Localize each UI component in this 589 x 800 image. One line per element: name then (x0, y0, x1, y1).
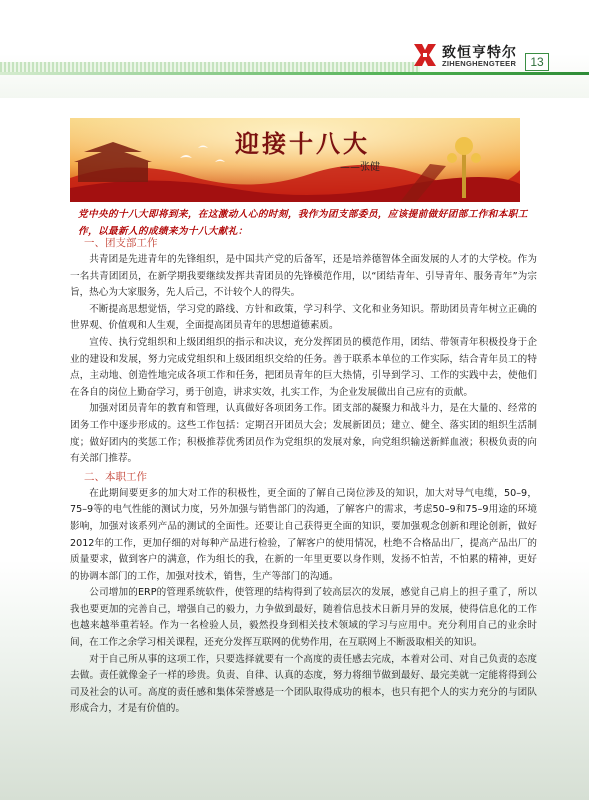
section-heading: 一、团支部工作 (84, 237, 158, 249)
paragraph: 公司增加的ERP的管理系统软件，使管理的结构得到了较高层次的发展，感觉自己肩上的担子重了，所以我也要更加的完善自己，增强自己的毅力，力争做到最好，随着信息技术日新月异的发展，使得信息化的工作也越来越举重若轻。作为一名检验人员，毅然投身到相关技术领域的学习与应用中。充分利用自己的业余时间，在工作之余学习相关课程，还充分发挥互联网的优势作用，在互联网上不断汲取相关的知识。 (70, 587, 537, 649)
page-number: 13 (525, 53, 549, 71)
logo-mark-icon (412, 42, 438, 68)
paragraph: 不断提高思想觉悟，学习党的路线、方针和政策，学习科学、文化和业务知识。帮助团员青年树立正确的世界观、价值观和人生观，全面提高团员青年的思想道德素质。 (70, 303, 537, 332)
paragraph: 在此期间要更多的加大对工作的积极性，更全面的了解自己岗位涉及的知识，加大对导气电缆，50–9，75–9等的电气性能的测试力度，另外加强与销售部门的沟通，了解客户的需求，考虑50–9和75–9用途的环境影响，加强对该系列产品的测试的全面性。还要让自己获得更全面的知识，要加强观念创新和理论创新，做好2012年的工作，更加仔细的对每种产品进行检验，了解客户的使用情况，杜绝不合格品出厂，提高产品出厂的质量要求，做到客户的满意，作为组长的我，在新的一年里更要以身作则，发扬不怕苦，不怕累的精神，更好的协调本部门的工作，加强对技术，销售，生产等部门的沟通。 (70, 487, 537, 582)
banner-title: 迎接十八大 (235, 129, 370, 158)
title-banner (70, 118, 520, 202)
section-heading: 二、本职工作 (84, 470, 147, 483)
paragraph: 对于自己所从事的这项工作，只要选择就要有一个高度的责任感去完成，本着对公司、对自己负责的态度去做。责任就像金子一样的珍贵。负责、自律、认真的态度，努力将细节做到最好、最完美就一定能将得到公司及社会的认可。高度的责任感和集体荣誉感是一个团队取得成功的根本，也只有把个人的实力充分的与团队形成合力，才是有价值的。 (70, 653, 537, 715)
logo-chinese-name: 致恒亨特尔 (442, 45, 517, 61)
company-logo (412, 42, 522, 70)
paragraph: 共青团是先进青年的先锋组织，是中国共产党的后备军，还是培养德智体全面发展的人才的大学校。作为一名共青团团员，在新学期我要继续发挥共青团员的先锋模范作用，以“团结青年、引导青年、服务青年”为宗旨，热心为大家服务，先人后己，不计较个人的得失。 (70, 254, 537, 299)
banner-author: ——张健 (340, 162, 380, 173)
header-rule (0, 72, 589, 75)
paragraph: 宣传、执行党组织和上级团组织的指示和决议，充分发挥团员的模范作用，团结、带领青年积极投身于企业的建设和发展，努力完成党组织和上级团组织交给的任务。善于联系本单位的工作实际，结合青年员工的特点，主动地、创造性地完成各项工作和任务，把团员青年的巨大热情，引导到学习、工作的实践中去，使他们在各自的岗位上勤奋学习，勇于创造，讲求实效，扎实工作，为企业发展做出自己应有的贡献。 (70, 336, 537, 398)
logo-english-name: ZIHENGHENGTEER (442, 59, 517, 68)
article-body (70, 234, 537, 718)
paragraph: 加强对团员青年的教育和管理，认真做好各项团务工作。团支部的凝聚力和战斗力，是在大量的、经常的团务工作中逐步形成的。这些工作包括：定期召开团员大会；发展新团员；建立、健全、落实团的组织生活制度；做好团内的奖惩工作；积极推荐优秀团员作为党组织的发展对象，向党组织输送新鲜血液；积极负责的向有关部门推荐。 (70, 403, 537, 465)
intro-paragraph: 党中央的十八大即将到来，在这激动人心的时刻，我作为团支部委员，应该提前做好团部工作和本职工作，以最新人的成绩来为十八大献礼： (78, 209, 528, 237)
